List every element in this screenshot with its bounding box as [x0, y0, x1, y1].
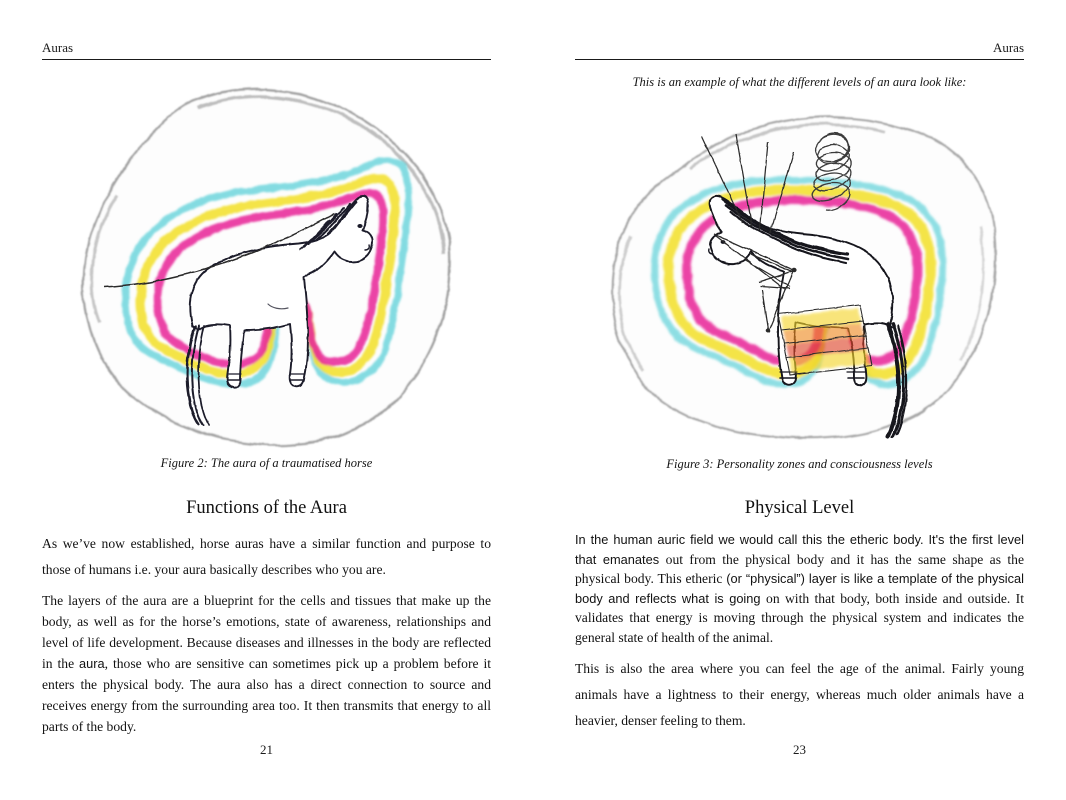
run-text-sans: (or “physical”) layer is like a template of the physical body and reflects what is going [575, 571, 1024, 606]
run-text-sans: aura [79, 656, 105, 671]
figure-2-illustration [72, 74, 462, 449]
paragraph-right-1 [575, 530, 1024, 647]
paragraph-right-2 [575, 656, 1024, 734]
running-head-right: Auras [992, 40, 1024, 55]
right-section-title: Physical Level [744, 498, 855, 518]
run-text: etheric [685, 571, 727, 586]
lead-note: This is an example of what the different levels of an aura look like: [632, 75, 967, 89]
left-body-text [42, 531, 491, 737]
header-rule-left [42, 59, 491, 60]
right-page [533, 0, 1066, 800]
run-text: , those who are sensitive can sometimes pick up a problem before it enters the physical body. The aura also has a direct connection to source and receives energy from the surrounding area too. It then transmits that energy to all parts of the body. [42, 656, 491, 734]
header-rule-right [575, 59, 1024, 60]
run-text: As we’ve now established, horse auras have a similar function and purpose to those of humans i.e. your aura basically describes who you are. [42, 536, 491, 577]
paragraph-left-2 [42, 590, 491, 737]
run-text: out from the physical body and it has the same shape as the physical body. This [575, 551, 1024, 586]
paragraph-left-1 [42, 531, 491, 583]
run-text: The layers of the aura are a blueprint for the cells and tissues that make up the body, as well as for the horse’s emotions, state of awareness, relationships and level of life development. Because diseases and illnesses in the body are reflected in the [42, 593, 491, 671]
folio-left: 21 [260, 742, 273, 757]
run-text: This is also the area where you can feel the age of the animal. Fairly young animals have a lightness to their energy, whereas much older animals have a heavier, denser feeling to them. [575, 661, 1024, 728]
figure-3 [575, 94, 1024, 452]
figure-2 [42, 74, 491, 449]
figure-2-caption: Figure 2: The aura of a traumatised horse [160, 456, 373, 470]
right-body-text [575, 530, 1024, 734]
aura-patch-rectangle [778, 305, 872, 375]
running-head-left: Auras [42, 40, 74, 55]
folio-right: 23 [793, 742, 806, 757]
left-section-title: Functions of the Aura [186, 498, 347, 518]
figure-3-caption: Figure 3: Personality zones and consciousness levels [666, 457, 933, 471]
run-text: on with that body, both inside and outside. It validates that energy is moving through the physical system and indicates the general state of health of the animal. [575, 590, 1024, 645]
figure-3-illustration [590, 94, 1010, 452]
run-text-sans: In the human auric field we would call this the etheric body. It's the first level that emanates [575, 532, 1024, 567]
